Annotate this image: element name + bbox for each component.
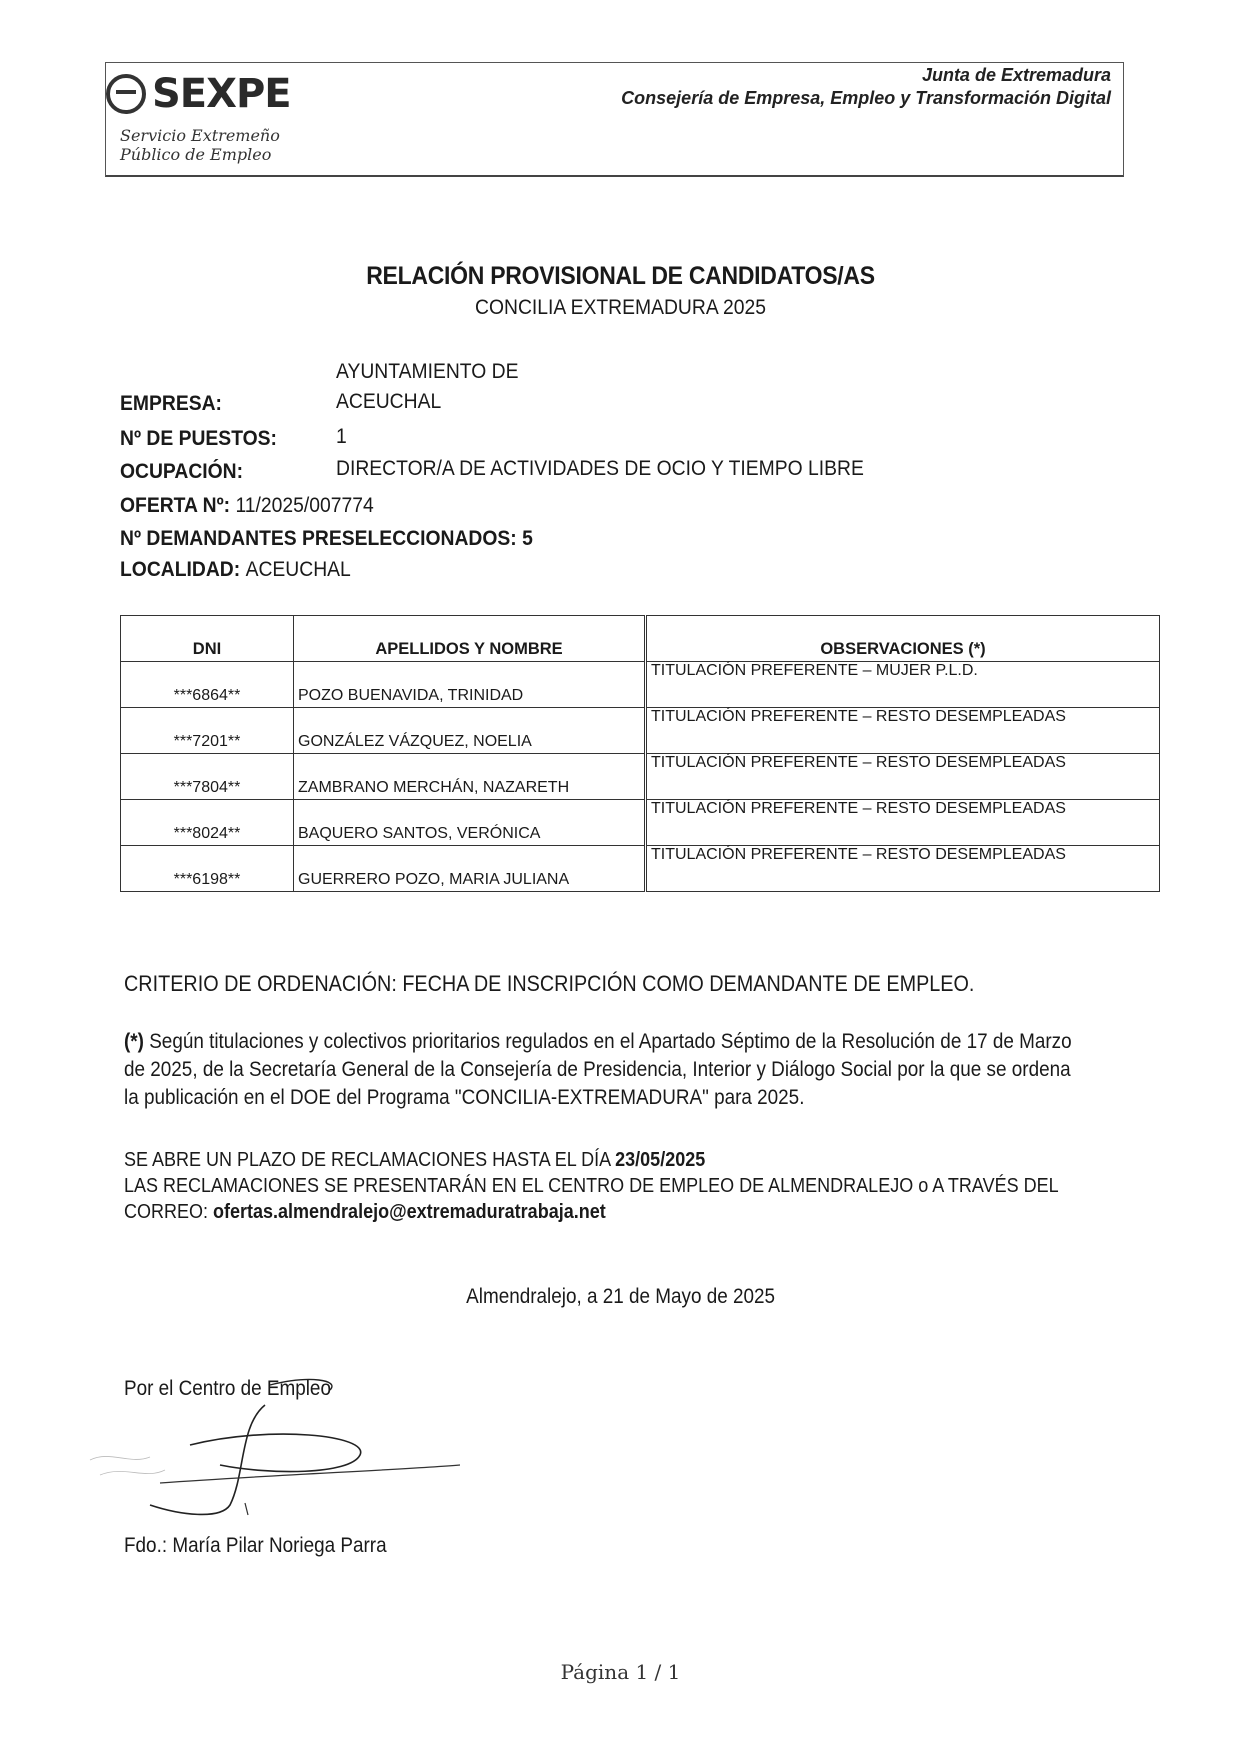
nota-line2: de 2025, de la Secretaría General de la Consejería de Presidencia, Interior y Diálogo Social por la que se ordena <box>124 1058 1071 1081</box>
cell-dni: ***8024** <box>121 800 294 846</box>
candidates-table <box>120 615 1160 892</box>
nota-aclaratoria <box>124 1028 1072 1112</box>
table-row <box>121 754 1160 800</box>
ocupacion-value: DIRECTOR/A DE ACTIVIDADES DE OCIO Y TIEMPO LIBRE <box>336 457 864 480</box>
cell-nombre: GONZÁLEZ VÁZQUEZ, NOELIA <box>294 708 646 754</box>
cell-observaciones: TITULACIÓN PREFERENTE – RESTO DESEMPLEADAS <box>646 800 1160 846</box>
cell-observaciones: TITULACIÓN PREFERENTE – RESTO DESEMPLEADAS <box>646 708 1160 754</box>
page-number: Página 1 / 1 <box>560 1660 681 1684</box>
reclamaciones-block <box>124 1147 1059 1225</box>
correo-email: ofertas.almendralejo@extremaduratrabaja.net <box>213 1201 606 1223</box>
ocupacion-label: OCUPACIÓN: <box>120 460 244 483</box>
header-organization <box>621 64 1111 110</box>
cell-dni: ***7804** <box>121 754 294 800</box>
correo-label: CORREO: <box>124 1201 214 1223</box>
localidad-value: ACEUCHAL <box>245 558 351 581</box>
localidad-label: LOCALIDAD: <box>120 558 241 581</box>
logo-name: SEXPE <box>152 71 291 117</box>
column-header-dni: DNI <box>121 616 294 662</box>
puestos-label: Nº DE PUESTOS: <box>120 427 278 450</box>
cell-observaciones: TITULACIÓN PREFERENTE – RESTO DESEMPLEADAS <box>646 754 1160 800</box>
cell-dni: ***7201** <box>121 708 294 754</box>
sexpe-e-icon <box>106 74 146 114</box>
localidad-line <box>120 558 351 582</box>
handwritten-signature <box>70 1365 490 1525</box>
logo-sub-line2: Público de Empleo <box>120 145 272 164</box>
firma-fdo: Fdo.: María Pilar Noriega Parra <box>124 1534 387 1557</box>
oferta-value: 11/2025/007774 <box>235 494 374 517</box>
column-header-observaciones: OBSERVACIONES (*) <box>646 616 1160 662</box>
column-header-nombre: APELLIDOS Y NOMBRE <box>294 616 646 662</box>
org-line1: Junta de Extremadura <box>921 65 1111 85</box>
cell-nombre: GUERRERO POZO, MARIA JULIANA <box>294 846 646 892</box>
empresa-value-line1: AYUNTAMIENTO DE <box>336 360 519 383</box>
cell-nombre: ZAMBRANO MERCHÁN, NAZARETH <box>294 754 646 800</box>
table-row <box>121 846 1160 892</box>
puestos-value: 1 <box>336 425 347 448</box>
nota-mark: (*) <box>124 1030 144 1053</box>
firma-por: Por el Centro de Empleo <box>124 1377 331 1400</box>
oferta-line <box>120 494 374 518</box>
cell-dni: ***6864** <box>121 662 294 708</box>
nota-line1: Según titulaciones y colectivos prioritarios regulados en el Apartado Séptimo de la Resolución de 17 de Marzo <box>143 1030 1072 1053</box>
table-row <box>121 708 1160 754</box>
document-subtitle: CONCILIA EXTREMADURA 2025 <box>475 296 766 319</box>
empresa-value-line2: ACEUCHAL <box>336 390 442 413</box>
reclamaciones-text: SE ABRE UN PLAZO DE RECLAMACIONES HASTA EL DÍA <box>124 1149 616 1171</box>
logo-sub-line1: Servicio Extremeño <box>120 126 280 145</box>
demandantes-label: Nº DEMANDANTES PRESELECCIONADOS: 5 <box>120 527 533 550</box>
cell-observaciones: TITULACIÓN PREFERENTE – MUJER P.L.D. <box>646 662 1160 708</box>
cell-nombre: POZO BUENAVIDA, TRINIDAD <box>294 662 646 708</box>
table-row <box>121 662 1160 708</box>
table-header-row <box>121 616 1160 662</box>
cell-observaciones: TITULACIÓN PREFERENTE – RESTO DESEMPLEADAS <box>646 846 1160 892</box>
org-line2: Consejería de Empresa, Empleo y Transformación Digital <box>621 88 1111 108</box>
reclamaciones-line2: LAS RECLAMACIONES SE PRESENTARÁN EN EL CENTRO DE EMPLEO DE ALMENDRALEJO o A TRAVÉS DEL <box>124 1175 1059 1197</box>
reclamaciones-date: 23/05/2025 <box>615 1149 706 1171</box>
cell-dni: ***6198** <box>121 846 294 892</box>
nota-line3: la publicación en el DOE del Programa "CONCILIA-EXTREMADURA" para 2025. <box>124 1086 805 1109</box>
empresa-label: EMPRESA: <box>120 392 222 415</box>
fecha-text: Almendralejo, a 21 de Mayo de 2025 <box>466 1285 775 1308</box>
document-title: RELACIÓN PROVISIONAL DE CANDIDATOS/AS <box>366 262 875 290</box>
table-row <box>121 800 1160 846</box>
sexpe-logo <box>106 71 306 174</box>
cell-nombre: BAQUERO SANTOS, VERÓNICA <box>294 800 646 846</box>
criterio-ordenacion: CRITERIO DE ORDENACIÓN: FECHA DE INSCRIPCIÓN COMO DEMANDANTE DE EMPLEO. <box>124 971 975 996</box>
fecha-lugar <box>0 1285 1241 1309</box>
oferta-label: OFERTA Nº: <box>120 494 231 517</box>
